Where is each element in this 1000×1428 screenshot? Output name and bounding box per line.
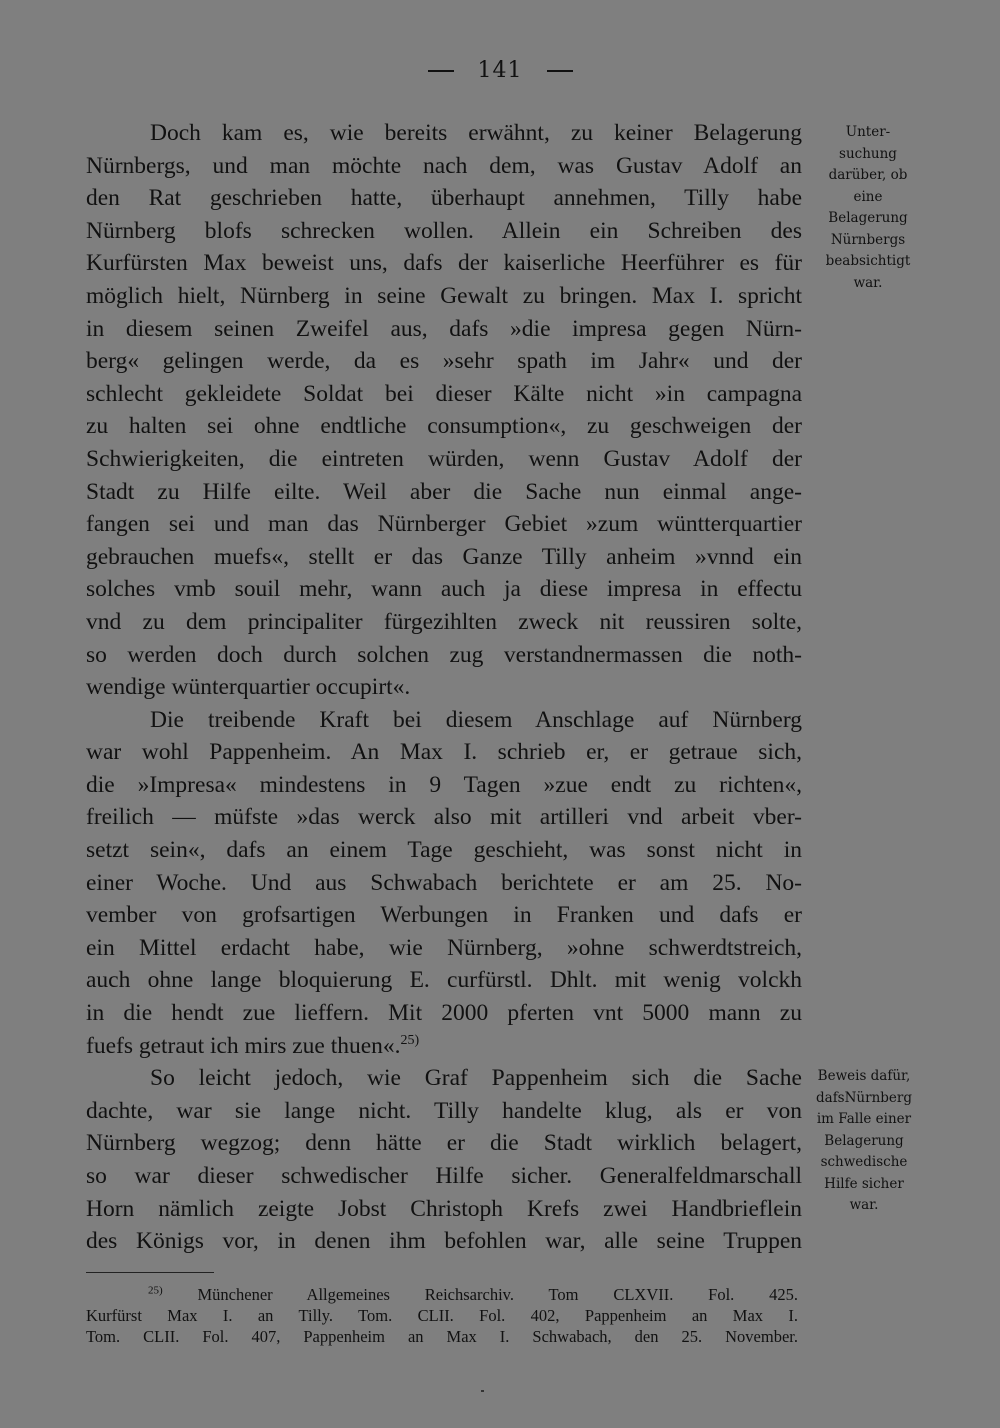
footnote-separator xyxy=(86,1272,214,1273)
text-line-with-footnote xyxy=(86,1030,802,1063)
text-line: auch ohne lange bloquierung E. curfürstl. Dhlt. mit wenig volckh xyxy=(86,967,802,994)
text-line: fangen sei und man das Nürnberger Gebiet »zum wüntterquartier xyxy=(86,511,802,538)
margin-note-line: schwedische xyxy=(820,1154,908,1170)
footnote xyxy=(86,1284,798,1347)
margin-note-line: Beweis dafür, xyxy=(817,1068,911,1084)
text-line: vember von grofsartigen Werbungen in Franken und dafs er xyxy=(86,902,802,929)
margin-note-line: Nürnbergs xyxy=(830,231,906,248)
footnote-line xyxy=(86,1284,798,1305)
text-line: Schwierigkeiten, die eintreten würden, wenn Gustav Adolf der xyxy=(86,445,802,472)
margin-note-line: eine xyxy=(853,188,883,205)
footnote-line: Kurfürst Max I. an Tilly. Tom. CLII. Fol. 402, Pappenheim an Max I. xyxy=(86,1306,798,1325)
text-line: schlecht gekleidete Soldat bei dieser Kälte nicht »in campagna xyxy=(86,380,802,407)
text-line: Nürnberg blofs schrecken wollen. Allein ein Schreiben des xyxy=(86,217,802,244)
text-line: in diesem seinen Zweifel aus, dafs »die impresa gegen Nürn- xyxy=(86,315,802,342)
text-line: dachte, war sie lange nicht. Tilly handelte klug, als er von xyxy=(86,1097,802,1124)
text-line: die »Impresa« mindestens in 9 Tagen »zue endt zu richten«, xyxy=(86,771,802,798)
margin-note-line: Belagerung xyxy=(828,210,908,226)
footnote-reference: 25) xyxy=(400,1032,420,1048)
text-line: Horn nämlich zeigte Jobst Christoph Krefs zwei Handbrieflein xyxy=(86,1195,802,1222)
text-line: ein Mittel erdacht habe, wie Nürnberg, »ohne schwerdtstreich, xyxy=(86,934,802,961)
margin-note-1 xyxy=(812,122,924,294)
text-line: war wohl Pappenheim. An Max I. schrieb er, er getraue sich, xyxy=(86,739,802,766)
text-line: wendige wünterquartier occupirt«. xyxy=(86,674,411,701)
margin-note-line: suchung xyxy=(839,145,897,162)
page-number: 141 xyxy=(477,58,523,83)
margin-note-line: Hilfe sicher xyxy=(824,1175,904,1192)
text-line: vnd zu dem principaliter fürgezihlten zweck nit reussiren solte, xyxy=(86,608,802,635)
text-line: des Königs vor, in denen ihm befohlen war, alle seine Truppen xyxy=(86,1228,802,1255)
text-line: einer Woche. Und aus Schwabach berichtete er am 25. No- xyxy=(86,869,802,896)
footnote-text: Münchener Allgemeines Reichsarchiv. Tom CLXVII. Fol. 425. xyxy=(197,1285,798,1304)
text-line: berg« gelingen werde, da es »sehr spath im Jahr« und der xyxy=(86,348,802,375)
margin-note-line: Belagerung xyxy=(824,1132,904,1149)
text-line: gebrauchen muefs«, stellt er das Ganze Tilly anheim »vnnd ein xyxy=(86,543,802,570)
text-line: zu halten sei ohne endtliche consumption«, zu geschweigen der xyxy=(86,413,802,440)
text-line: Nürnberg wegzog; denn hätte er die Stadt wirklich belagert, xyxy=(86,1130,802,1157)
margin-note-line: darüber, ob xyxy=(828,167,908,183)
text-line: in die hendt zue lieffern. Mit 2000 pferten vnt 5000 mann zu xyxy=(86,1000,802,1027)
text-line: setzt sein«, dafs an einem Tage geschieht, was sonst nicht in xyxy=(86,837,802,864)
text-line: fuefs getraut ich mirs zue thuen«. xyxy=(86,1032,401,1059)
main-text xyxy=(86,117,802,1258)
margin-note-line: war. xyxy=(849,1197,879,1213)
footnote-line: Tom. CLII. Fol. 407, Pappenheim an Max I. Schwabach, den 25. November. xyxy=(86,1327,798,1346)
text-line: freilich — müfste »das werck also mit artilleri vnd arbeit vber- xyxy=(86,804,802,831)
margin-note-line: beabsichtigt xyxy=(825,253,911,269)
print-speck xyxy=(481,1390,484,1392)
margin-note-line: im Falle einer xyxy=(816,1111,912,1127)
text-line: Die treibende Kraft bei diesem Anschlage auf Nürnberg xyxy=(150,706,802,733)
margin-note-line: dafsNürnberg xyxy=(816,1089,912,1106)
footnote-marker: 25) xyxy=(148,1284,163,1297)
text-line: Stadt zu Hilfe eilte. Weil aber die Sache nun einmal ange- xyxy=(86,478,802,505)
text-line: den Rat geschrieben hatte, überhaupt annehmen, Tilly habe xyxy=(86,185,802,212)
margin-note-2 xyxy=(808,1066,920,1217)
text-line: So leicht jedoch, wie Graf Pappenheim sich die Sache xyxy=(150,1065,802,1092)
text-line: Nürnbergs, und man möchte nach dem, was Gustav Adolf an xyxy=(86,152,802,179)
margin-note-line: Unter- xyxy=(845,124,891,140)
margin-note-line: war. xyxy=(853,274,883,291)
header-dash-left xyxy=(428,70,454,72)
text-line: so war dieser schwedischer Hilfe sicher. Generalfeldmarschall xyxy=(86,1163,802,1189)
text-line: Kurfürsten Max beweist uns, dafs der kaiserliche Heerführer es für xyxy=(86,250,802,277)
text-line: so werden doch durch solchen zug verstandnermassen die noth- xyxy=(86,641,802,668)
text-line: solches vmb souil mehr, wann auch ja diese impresa in effectu xyxy=(86,576,802,603)
page-header xyxy=(0,58,1000,83)
text-line: Doch kam es, wie bereits erwähnt, zu keiner Belagerung xyxy=(150,120,802,146)
text-line: möglich hielt, Nürnberg in seine Gewalt zu bringen. Max I. spricht xyxy=(86,282,802,309)
header-dash-right xyxy=(547,70,573,72)
